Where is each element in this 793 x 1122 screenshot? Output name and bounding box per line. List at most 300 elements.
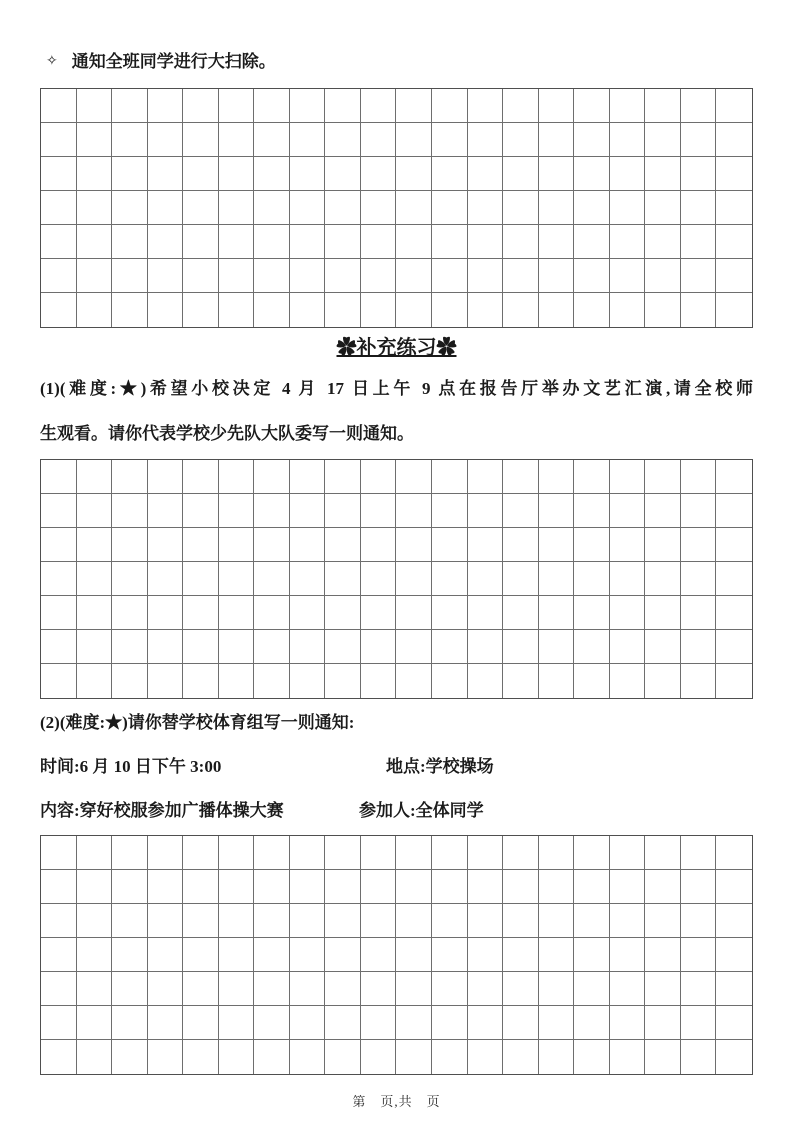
grid-cell (716, 157, 752, 191)
grid-cell (148, 664, 184, 698)
grid-cell (503, 157, 539, 191)
grid-cell (681, 123, 717, 157)
grid-cell (77, 225, 113, 259)
grid-cell (574, 123, 610, 157)
grid-cell (361, 938, 397, 972)
grid-cell (254, 293, 290, 327)
grid-cell (645, 528, 681, 562)
grid-cell (396, 123, 432, 157)
grid-cell (183, 494, 219, 528)
grid-cell (112, 259, 148, 293)
grid-cell (574, 904, 610, 938)
grid-cell (503, 664, 539, 698)
grid-cell (112, 1040, 148, 1074)
grid-cell (645, 494, 681, 528)
grid-cell (77, 494, 113, 528)
grid-cell (219, 836, 255, 870)
grid-cell (468, 293, 504, 327)
grid-cell (361, 528, 397, 562)
grid-cell (503, 191, 539, 225)
grid-cell (645, 259, 681, 293)
grid-cell (432, 1040, 468, 1074)
grid-cell (112, 460, 148, 494)
grid-cell (539, 494, 575, 528)
grid-cell (574, 836, 610, 870)
grid-cell (396, 870, 432, 904)
grid-cell (361, 293, 397, 327)
grid-cell (77, 904, 113, 938)
grid-cell (361, 664, 397, 698)
grid-cell (574, 1040, 610, 1074)
grid-cell (716, 293, 752, 327)
grid-cell (325, 664, 361, 698)
grid-cell (254, 1006, 290, 1040)
grid-cell (574, 157, 610, 191)
grid-cell (290, 938, 326, 972)
grid-cell (396, 1006, 432, 1040)
grid-cell (148, 157, 184, 191)
grid-cell (645, 664, 681, 698)
grid-cell (148, 225, 184, 259)
grid-cell (610, 596, 646, 630)
grid-cell (503, 1006, 539, 1040)
grid-cell (610, 938, 646, 972)
grid-cell (41, 1006, 77, 1040)
grid-cell (219, 191, 255, 225)
grid-cell (432, 972, 468, 1006)
section-heading: ✿补充练习✿ (336, 337, 457, 359)
grid-cell (290, 259, 326, 293)
bullet-item (40, 49, 753, 75)
grid-cell (645, 157, 681, 191)
grid-cell (681, 157, 717, 191)
grid-cell (610, 123, 646, 157)
grid-cell (468, 904, 504, 938)
grid-cell (716, 870, 752, 904)
grid-cell (290, 1040, 326, 1074)
grid-cell (254, 870, 290, 904)
grid-cell (468, 562, 504, 596)
grid-cell (468, 972, 504, 1006)
grid-cell (539, 562, 575, 596)
exercise2-time-place-row (40, 745, 753, 789)
grid-cell (468, 596, 504, 630)
grid-cell (681, 1040, 717, 1074)
grid-cell (41, 460, 77, 494)
grid-cell (41, 157, 77, 191)
grid-cell (574, 293, 610, 327)
grid-cell (112, 89, 148, 123)
grid-cell (468, 938, 504, 972)
grid-cell (254, 836, 290, 870)
grid-cell (325, 225, 361, 259)
grid-cell (290, 225, 326, 259)
grid-cell (77, 123, 113, 157)
grid-cell (610, 836, 646, 870)
grid-cell (361, 870, 397, 904)
grid-cell (610, 528, 646, 562)
grid-cell (681, 904, 717, 938)
grid-cell (681, 938, 717, 972)
grid-cell (77, 938, 113, 972)
grid-cell (503, 528, 539, 562)
grid-cell (219, 630, 255, 664)
grid-cell (77, 870, 113, 904)
grid-cell (41, 836, 77, 870)
grid-cell (361, 157, 397, 191)
grid-cell (539, 293, 575, 327)
grid-cell (219, 259, 255, 293)
grid-cell (432, 904, 468, 938)
grid-cell (716, 259, 752, 293)
grid-cell (290, 494, 326, 528)
grid-cell (716, 191, 752, 225)
grid-cell (290, 528, 326, 562)
grid-cell (41, 1040, 77, 1074)
grid-cell (254, 938, 290, 972)
grid-cell (432, 870, 468, 904)
grid-cell (610, 1006, 646, 1040)
grid-cell (183, 157, 219, 191)
grid-cell (112, 157, 148, 191)
grid-cell (219, 904, 255, 938)
grid-cell (219, 460, 255, 494)
grid-cell (574, 870, 610, 904)
grid-cell (254, 259, 290, 293)
grid-cell (396, 494, 432, 528)
grid-cell (290, 972, 326, 1006)
grid-cell (432, 123, 468, 157)
grid-cell (432, 836, 468, 870)
grid-cell (112, 494, 148, 528)
grid-cell (325, 904, 361, 938)
grid-cell (254, 460, 290, 494)
grid-cell (361, 562, 397, 596)
grid-cell (574, 191, 610, 225)
grid-cell (396, 191, 432, 225)
grid-cell (290, 630, 326, 664)
grid-cell (325, 293, 361, 327)
grid-cell (681, 460, 717, 494)
grid-cell (41, 191, 77, 225)
grid-cell (254, 89, 290, 123)
grid-cell (41, 259, 77, 293)
grid-cell (290, 1006, 326, 1040)
grid-cell (539, 225, 575, 259)
grid-cell (468, 1040, 504, 1074)
grid-cell (539, 904, 575, 938)
grid-cell (112, 664, 148, 698)
grid-cell (468, 870, 504, 904)
grid-cell (112, 870, 148, 904)
grid-cell (148, 562, 184, 596)
exercise2-block (40, 701, 753, 833)
grid-cell (361, 1006, 397, 1040)
grid-cell (539, 938, 575, 972)
grid-cell (77, 293, 113, 327)
grid-cell (645, 562, 681, 596)
grid-cell (41, 293, 77, 327)
exercise1-line2: 生观看。请你代表学校少先队大队委写一则通知。 (40, 424, 414, 443)
grid-cell (112, 225, 148, 259)
grid-cell (77, 460, 113, 494)
grid-cell (290, 460, 326, 494)
grid-cell (432, 596, 468, 630)
grid-cell (645, 1040, 681, 1074)
grid-cell (432, 293, 468, 327)
grid-cell (396, 293, 432, 327)
grid-cell (183, 528, 219, 562)
grid-cell (468, 528, 504, 562)
grid-cell (645, 938, 681, 972)
grid-cell (361, 972, 397, 1006)
grid-cell (503, 630, 539, 664)
grid-cell (645, 596, 681, 630)
grid-cell (681, 259, 717, 293)
grid-cell (77, 972, 113, 1006)
grid-cell (77, 1040, 113, 1074)
grid-cell (77, 259, 113, 293)
grid-cell (183, 596, 219, 630)
grid-cell (503, 938, 539, 972)
grid-cell (148, 904, 184, 938)
grid-cell (574, 494, 610, 528)
grid-cell (396, 972, 432, 1006)
grid-cell (468, 460, 504, 494)
grid-cell (574, 630, 610, 664)
grid-cell (183, 1006, 219, 1040)
grid-cell (219, 664, 255, 698)
grid-cell (325, 596, 361, 630)
grid-cell (290, 596, 326, 630)
grid-cell (396, 259, 432, 293)
grid-cell (396, 938, 432, 972)
grid-cell (503, 89, 539, 123)
grid-cell (290, 836, 326, 870)
grid-cell (503, 494, 539, 528)
grid-cell (645, 836, 681, 870)
time-field: 时间:6 月 10 日下午 3:00 (40, 757, 222, 776)
grid-cell (539, 972, 575, 1006)
grid-cell (254, 630, 290, 664)
grid-cell (716, 225, 752, 259)
grid-cell (610, 225, 646, 259)
writing-grid-2 (40, 459, 753, 699)
grid-cell (112, 293, 148, 327)
grid-cell (432, 460, 468, 494)
grid-cell (41, 904, 77, 938)
grid-cell (41, 938, 77, 972)
grid-cell (645, 630, 681, 664)
grid-cell (148, 460, 184, 494)
grid-cell (41, 562, 77, 596)
grid-cell (574, 1006, 610, 1040)
grid-cell (361, 460, 397, 494)
grid-cell (645, 460, 681, 494)
grid-cell (254, 972, 290, 1006)
grid-cell (716, 904, 752, 938)
grid-cell (183, 630, 219, 664)
grid-cell (41, 972, 77, 1006)
grid-cell (325, 191, 361, 225)
grid-cell (681, 836, 717, 870)
grid-cell (681, 664, 717, 698)
grid-cell (716, 89, 752, 123)
grid-cell (325, 259, 361, 293)
grid-cell (681, 494, 717, 528)
grid-cell (645, 123, 681, 157)
grid-cell (539, 836, 575, 870)
place-field: 地点:学校操场 (386, 757, 494, 776)
grid-cell (432, 938, 468, 972)
grid-cell (183, 562, 219, 596)
grid-cell (503, 596, 539, 630)
grid-cell (716, 460, 752, 494)
grid-cell (361, 630, 397, 664)
grid-cell (183, 664, 219, 698)
grid-cell (219, 1040, 255, 1074)
grid-cell (41, 123, 77, 157)
grid-cell (112, 836, 148, 870)
grid-cell (716, 972, 752, 1006)
grid-cell (148, 89, 184, 123)
grid-cell (148, 836, 184, 870)
grid-cell (361, 89, 397, 123)
grid-cell (325, 1040, 361, 1074)
grid-cell (681, 562, 717, 596)
grid-cell (681, 528, 717, 562)
page-content (40, 0, 753, 1110)
grid-cell (396, 562, 432, 596)
grid-cell (503, 293, 539, 327)
grid-cell (396, 460, 432, 494)
grid-cell (432, 528, 468, 562)
grid-cell (681, 293, 717, 327)
grid-cell (432, 157, 468, 191)
grid-cell (645, 293, 681, 327)
grid-cell (432, 191, 468, 225)
grid-cell (610, 904, 646, 938)
grid-cell (183, 89, 219, 123)
grid-cell (148, 1006, 184, 1040)
grid-cell (361, 225, 397, 259)
exercise1-text (40, 366, 753, 456)
grid-cell (716, 1040, 752, 1074)
grid-cell (325, 836, 361, 870)
grid-cell (716, 596, 752, 630)
grid-cell (716, 836, 752, 870)
grid-cell (645, 89, 681, 123)
grid-cell (681, 1006, 717, 1040)
grid-cell (361, 191, 397, 225)
grid-cell (325, 938, 361, 972)
page-footer: 第 页,共 页 (352, 1094, 441, 1109)
grid-cell (432, 562, 468, 596)
grid-cell (574, 562, 610, 596)
grid-cell (716, 630, 752, 664)
grid-cell (468, 494, 504, 528)
grid-cell (77, 1006, 113, 1040)
grid-cell (148, 630, 184, 664)
grid-cell (219, 596, 255, 630)
grid-cell (361, 494, 397, 528)
grid-cell (681, 630, 717, 664)
grid-cell (183, 259, 219, 293)
grid-cell (183, 225, 219, 259)
grid-cell (396, 664, 432, 698)
grid-cell (645, 870, 681, 904)
grid-cell (539, 259, 575, 293)
grid-cell (290, 904, 326, 938)
grid-cell (219, 123, 255, 157)
writing-grid-3 (40, 835, 753, 1075)
grid-cell (574, 596, 610, 630)
grid-cell (219, 972, 255, 1006)
grid-cell (468, 1006, 504, 1040)
grid-cell (290, 89, 326, 123)
grid-cell (148, 870, 184, 904)
grid-cell (645, 225, 681, 259)
grid-cell (77, 630, 113, 664)
grid-cell (219, 293, 255, 327)
grid-cell (503, 836, 539, 870)
grid-cell (183, 904, 219, 938)
grid-cell (503, 904, 539, 938)
grid-cell (468, 157, 504, 191)
grid-cell (112, 562, 148, 596)
grid-cell (183, 1040, 219, 1074)
grid-cell (183, 870, 219, 904)
grid-cell (503, 972, 539, 1006)
exercise1-line1: (1)(难度:★)希望小校决定 4 月 17 日上午 9 点在报告厅举办文艺汇演,请全校师 (40, 379, 753, 398)
grid-cell (325, 123, 361, 157)
grid-cell (77, 528, 113, 562)
grid-cell (539, 870, 575, 904)
grid-cell (290, 293, 326, 327)
grid-cell (432, 259, 468, 293)
bullet-item-text: 通知全班同学进行大扫除。 (71, 52, 276, 71)
grid-cell (432, 89, 468, 123)
grid-cell (681, 89, 717, 123)
grid-cell (503, 123, 539, 157)
grid-cell (254, 225, 290, 259)
grid-cell (41, 225, 77, 259)
grid-cell (183, 460, 219, 494)
grid-cell (112, 528, 148, 562)
grid-cell (41, 870, 77, 904)
grid-cell (716, 664, 752, 698)
grid-cell (41, 664, 77, 698)
grid-cell (681, 596, 717, 630)
grid-cell (610, 89, 646, 123)
grid-cell (325, 460, 361, 494)
grid-cell (361, 596, 397, 630)
grid-cell (468, 630, 504, 664)
grid-cell (219, 870, 255, 904)
grid-cell (539, 123, 575, 157)
grid-cell (645, 972, 681, 1006)
grid-cell (610, 259, 646, 293)
grid-cell (574, 972, 610, 1006)
grid-cell (396, 89, 432, 123)
grid-cell (610, 191, 646, 225)
grid-cell (539, 528, 575, 562)
participants-field: 参加人:全体同学 (359, 801, 484, 820)
grid-cell (183, 123, 219, 157)
grid-cell (254, 494, 290, 528)
grid-cell (396, 157, 432, 191)
grid-cell (290, 191, 326, 225)
